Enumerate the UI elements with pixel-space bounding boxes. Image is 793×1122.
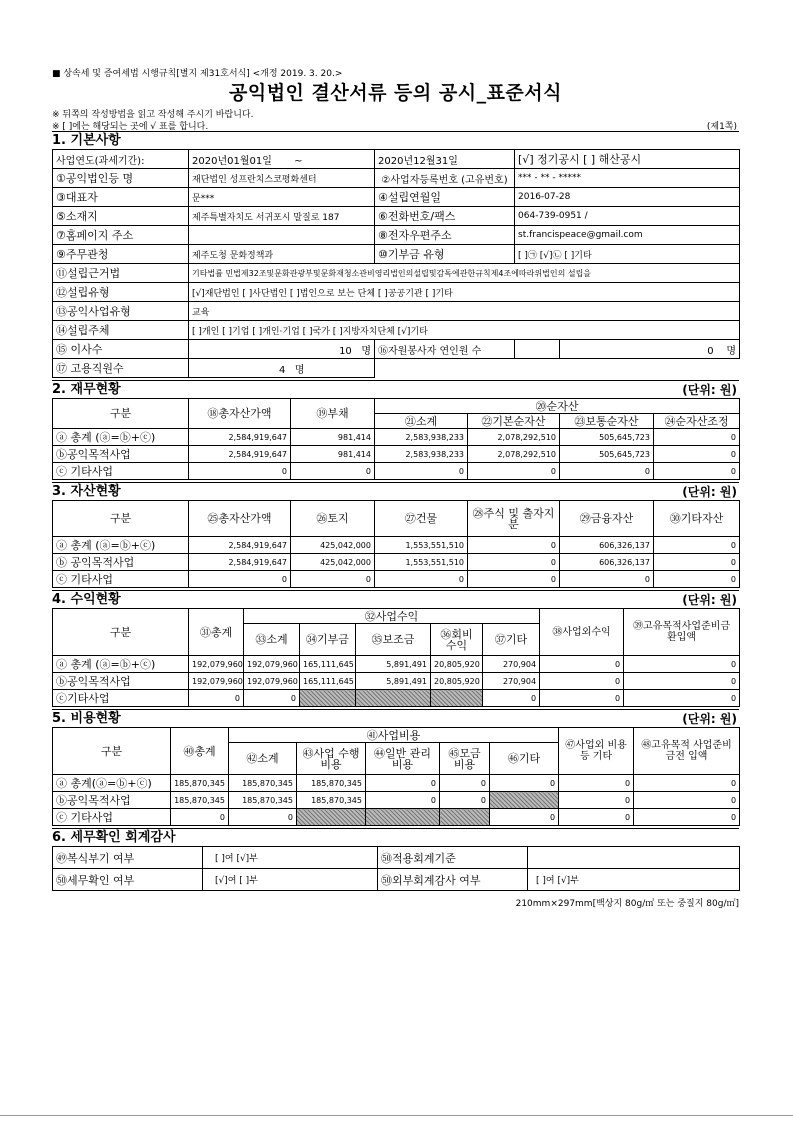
addr: 제주특별자치도 서귀포시 말질로 187 — [189, 207, 375, 226]
disabled-cell — [356, 690, 431, 707]
volunteers-blank — [515, 340, 560, 359]
rev-h-gubun: 구분 — [53, 609, 189, 656]
exp-h-exec: ㊸사업 수행비용 — [297, 743, 366, 775]
fin-h-normal: ㉓보통순자산 — [560, 414, 654, 429]
period-from: 2020년01월01일 ~ — [189, 150, 375, 169]
volunteers-label: ⑯자원봉사자 연인원 수 — [375, 340, 515, 359]
section-assets-title: 3. 자산현황 (단위: 원) — [52, 484, 737, 499]
rev-h-etc: ㊲기타 — [483, 624, 540, 656]
disabled-cell — [297, 809, 366, 826]
asset-h-other: ㉚기타자산 — [654, 501, 740, 537]
table-row: ⓑ공익목적사업 2,584,919,647 981,414 2,583,938,233 2,078,292,510 505,645,723 0 — [53, 446, 740, 463]
expense-table — [52, 727, 740, 826]
table-row: ⓑ 공익목적사업 2,584,919,647 425,042,000 1,553,551,510 0 606,326,137 0 — [53, 554, 740, 571]
table-row: ⓐ 총계(ⓐ=ⓑ+ⓒ) 185,870,345 185,870,345 185,870,345 0 0 0 0 0 — [53, 775, 740, 792]
rev-h-biz: ㉜사업수익 — [244, 609, 540, 624]
section-finance-title: 2. 재무현황 (단위: 원) — [52, 382, 737, 397]
fin-h-sub: ㉑소계 — [375, 414, 468, 429]
asset-h-gubun: 구분 — [53, 501, 189, 537]
table-row: ⓒ 기타사업 0 0 0 0 0 0 — [53, 463, 740, 480]
period-label: 사업연도(과세기간): — [53, 150, 189, 169]
rev-h-subsidy: ㉟보조금 — [356, 624, 431, 656]
external-audit-label: ㊿외부회계감사 여부 — [378, 869, 528, 891]
page-bottom-line — [0, 1115, 793, 1116]
table-row: ⓒ 기타사업 0 0 0 0 0 — [53, 809, 740, 826]
rev-h-don: ㉞기부금 — [300, 624, 356, 656]
phone: 064-739-0951 / — [515, 207, 740, 226]
disclosure-type: [√] 정기공시 [ ] 해산공시 — [515, 150, 740, 169]
tax-audit-table — [52, 846, 740, 891]
biztype: 교육 — [189, 302, 740, 321]
period-to: 2020년12월31일 — [375, 150, 515, 169]
donation-type-label: ⑩기부금 유형 — [375, 245, 515, 264]
rev-h-reserve: ㊴고유목적사업준비금 환입액 — [624, 609, 740, 656]
est-date: 2016-07-28 — [515, 188, 740, 207]
fin-h-gubun: 구분 — [53, 399, 189, 429]
addr-label: ⑤소재지 — [53, 207, 189, 226]
external-audit-value: [ ]여 [√]부 — [528, 869, 740, 891]
section-revenue-title: 4. 수익현황 (단위: 원) — [52, 592, 737, 607]
disabled-cell — [431, 690, 483, 707]
exp-h-total: ㊵총계 — [171, 728, 229, 775]
bizno: *** - ** - ***** — [515, 169, 740, 188]
employees: 4 명 — [189, 359, 375, 378]
bizno-label: ②사업자등록번호 (고유번호) — [375, 169, 515, 188]
basis: 기타법률 민법제32조및문화관광부및문화재청소관비영리법인의설립및감독에관한규칙제4조에따라위법인의 설립을 — [189, 264, 740, 283]
accounting-std-value — [528, 847, 740, 869]
corp-name: 재단법인 성프란치스코평화센터 — [189, 169, 375, 188]
rep: 문*** — [189, 188, 375, 207]
exp-h-nonbiz: ㊼사업외 비용 등 기타 — [559, 728, 634, 775]
rev-h-fee: ㊱회비 수익 — [431, 624, 483, 656]
asset-h-stock: ㉘주식 및 출자지분 — [468, 501, 560, 537]
section-basic-title: 1. 기본사항 — [52, 131, 739, 149]
volunteers: 0 명 — [560, 340, 740, 359]
form-title: 공익법인 결산서류 등의 공시_표준서식 — [228, 82, 562, 104]
asset-h-fin: ㉙금융자산 — [560, 501, 654, 537]
asset-h-bldg: ㉗건물 — [375, 501, 468, 537]
table-row: ⓐ 총계 (ⓐ=ⓑ+ⓒ) 2,584,919,647 425,042,000 1,553,551,510 0 606,326,137 0 — [53, 537, 740, 554]
founder-label: ⑭설립주체 — [53, 321, 189, 340]
exp-h-etc: ㊻기타 — [490, 743, 559, 775]
rev-h-nonbiz: ㊳사업외수익 — [540, 609, 624, 656]
table-row: ⓑ공익목적사업 192,079,960 192,079,960 165,111,645 5,891,491 20,805,920 270,904 0 0 — [53, 673, 740, 690]
exp-h-admin: ㊹일반 관리비용 — [366, 743, 440, 775]
exp-h-reserve: ㊽고유목적 사업준비금전 입액 — [634, 728, 740, 775]
exp-h-gubun: 구분 — [53, 728, 171, 775]
employees-label: ⑰ 고용직원수 — [53, 359, 189, 378]
accounting-std-label: ㊿적용회계기준 — [378, 847, 528, 869]
homepage-label: ⑦홈페이지 주소 — [53, 226, 189, 245]
table-row: ⓒ기타사업 0 0 0 0 0 — [53, 690, 740, 707]
exp-h-biz: ㊶사업비용 — [229, 728, 559, 743]
corp-name-label: ①공익법인등 명 — [53, 169, 189, 188]
rev-h-sub: ㉝소계 — [244, 624, 300, 656]
basic-info-table — [52, 149, 740, 378]
assets-table — [52, 500, 740, 588]
instruction-1: ※ 뒤쪽의 작성방법을 읽고 작성해 주시기 바랍니다. — [52, 110, 254, 120]
asset-h-total: ㉕총자산가액 — [189, 501, 291, 537]
type: [√]재단법인 [ ]사단법인 [ ]법인으로 보는 단체 [ ]공공기관 [ ]기타 — [189, 283, 740, 302]
fin-h-liab: ⑲부채 — [291, 399, 375, 429]
paper-spec: 210mm×297mm[백상지 80g/㎡ 또는 중질지 80g/㎡] — [515, 899, 739, 909]
revenue-table — [52, 608, 740, 707]
basis-label: ⑪설립근거법 — [53, 264, 189, 283]
section-expense-title: 5. 비용현황 (단위: 원) — [52, 711, 737, 726]
type-label: ⑫설립유형 — [53, 283, 189, 302]
rev-h-total: ㉛총계 — [189, 609, 244, 656]
email: st.francispeace@gmail.com — [515, 226, 740, 245]
table-row: ⓑ공익목적사업 185,870,345 185,870,345 185,870,345 0 0 0 0 — [53, 792, 740, 809]
disabled-cell — [440, 809, 490, 826]
table-row: ⓐ 총계 (ⓐ=ⓑ+ⓒ) 2,584,919,647 981,414 2,583,938,233 2,078,292,510 505,645,723 0 — [53, 429, 740, 446]
instruction-2: ※ [ ]에는 해당되는 곳에 √ 표를 합니다. — [52, 122, 209, 132]
directors: 10 명 — [189, 340, 375, 359]
disabled-cell — [366, 809, 440, 826]
table-row: ⓐ 총계 (ⓐ=ⓑ+ⓒ) 192,079,960 192,079,960 165,111,645 5,891,491 20,805,920 270,904 0 0 — [53, 656, 740, 673]
instructions — [52, 107, 739, 131]
asset-h-land: ㉖토지 — [291, 501, 375, 537]
ministry-label: ⑨주무관청 — [53, 245, 189, 264]
bookkeeping-value: [ ]여 [√]부 — [203, 847, 378, 869]
tax-check-value: [√]여 [ ]부 — [203, 869, 378, 891]
bookkeeping-label: ㊾복식부기 여부 — [53, 847, 203, 869]
exp-h-sub: ㊷소계 — [229, 743, 297, 775]
finance-table — [52, 398, 740, 480]
donation-type: [ ]㉠ [√]㉡ [ ]기타 — [515, 245, 740, 264]
est-date-label: ④설립연월일 — [375, 188, 515, 207]
section-tax-title: 6. 세무확인 회계감사 — [52, 828, 739, 846]
fin-h-basic: ㉒기본순자산 — [468, 414, 560, 429]
founder: [ ]개인 [ ]기업 [ ]개인·기업 [ ]국가 [ ]지방자치단체 [√]기타 — [189, 321, 740, 340]
fin-h-net: ⑳순자산 — [375, 399, 740, 414]
disabled-cell — [490, 792, 559, 809]
ministry: 제주도청 문화정책과 — [189, 245, 375, 264]
phone-label: ⑥전화번호/팩스 — [375, 207, 515, 226]
fin-h-assets: ⑱총자산가액 — [189, 399, 291, 429]
form-page — [52, 66, 739, 909]
tax-check-label: ㊿세무확인 여부 — [53, 869, 203, 891]
homepage — [189, 226, 375, 245]
disabled-cell — [300, 690, 356, 707]
table-row: ⓒ 기타사업 0 0 0 0 0 0 — [53, 571, 740, 588]
rep-label: ③대표자 — [53, 188, 189, 207]
exp-h-fund: ㊺모금 비용 — [440, 743, 490, 775]
form-reference: ■ 상속세 및 증여세법 시행규칙[별지 제31호서식] <개정 2019. 3. 20.> — [52, 69, 343, 79]
email-label: ⑧전자우편주소 — [375, 226, 515, 245]
fin-h-adj: ㉔순자산조정 — [654, 414, 740, 429]
biztype-label: ⑬공익사업유형 — [53, 302, 189, 321]
period-row — [53, 150, 740, 169]
directors-label: ⑮ 이사수 — [53, 340, 189, 359]
page-number: (제1쪽) — [706, 122, 737, 132]
